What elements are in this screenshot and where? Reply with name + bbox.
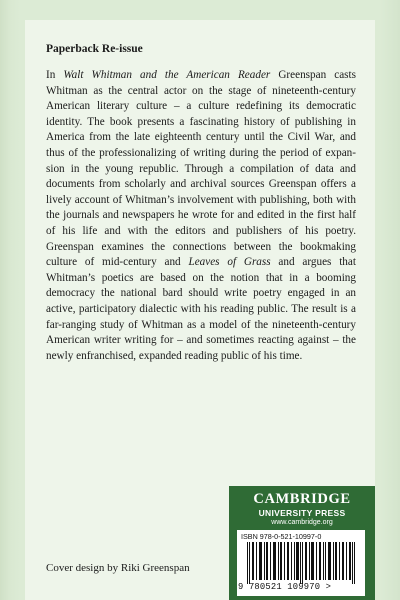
barcode-icon: [245, 542, 357, 584]
cover-design-credit: Cover design by Riki Greenspan: [46, 562, 190, 574]
publisher-url: www.cambridge.org: [271, 519, 333, 526]
book-description: [46, 68, 356, 364]
barcode-digits: 9 780521 109970 >: [238, 582, 332, 592]
isbn-label: ISBN 978-0-521-10997-0: [241, 532, 322, 541]
description-text-1: In: [46, 69, 64, 81]
publisher-subtitle: UNIVERSITY PRESS: [258, 508, 346, 518]
leaves-of-grass-title: Leaves of Grass: [188, 256, 271, 269]
description-text-2: Greenspan casts Whitman as the central actor on the stage of nineteenth-century American literary culture – a culture redefining its democratic identity. The book presents a fascinating history of publishing in America from the late eighteenth century until the Civil War, and thus of the professionalizing of writing during the period of expansion in the young republic. Through a compilation of data and documents from scholarly and archival sources Greenspan offers a lively account of Whitman’s involvement with publishing, both with the journals and newspapers he wrote for and edited in the first half of his life and with the editors and publishers of his poetry. Greenspan examines the connections between the bookmaking culture of mid-century and: [46, 69, 356, 269]
reissue-heading: Paperback Re-issue: [46, 43, 143, 55]
barcode-box: [237, 530, 365, 596]
description-text-3: and argues that Whitman’s poetics are based on the notion that in a booming democracy the national bard should write poetry engaged in an active, participatory dialectic with his reading public. The result is a far-ranging study of Whitman as a model of the nineteenth-century American writer writing for – and sometimes reacting against – the newly enfranchised, expanded reading public of his time.: [46, 256, 356, 362]
book-title: Walt Whitman and the American Reader: [63, 69, 271, 81]
publisher-box: [229, 486, 375, 600]
publisher-name: CAMBRIDGE: [253, 491, 351, 507]
